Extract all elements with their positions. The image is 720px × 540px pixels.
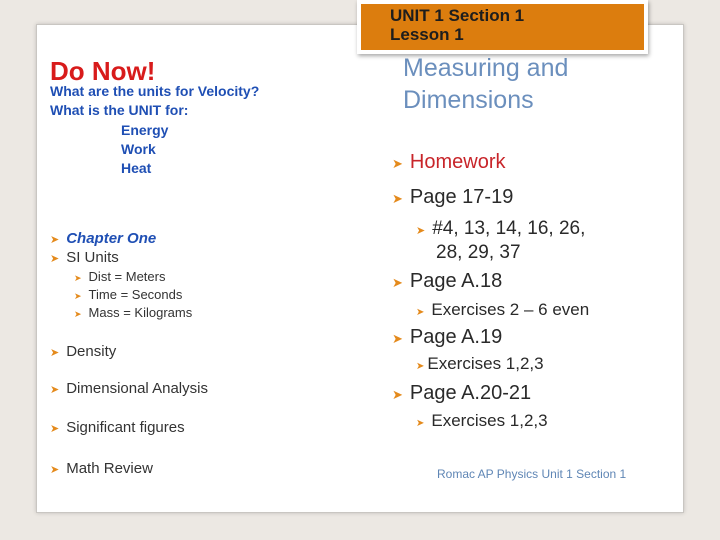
question-unit: What is the UNIT for: (50, 102, 189, 118)
circle-arrow-bullet-icon: ➤ (416, 361, 425, 372)
title-tab (357, 0, 648, 54)
circle-arrow-bullet-icon: ➤ (392, 387, 403, 402)
chapter-label: Chapter One (66, 230, 157, 247)
do-now-title: Do Now! (50, 56, 156, 86)
slide-footer: Romac AP Physics Unit 1 Section 1 (437, 467, 627, 481)
list-item (392, 186, 513, 209)
circle-arrow-bullet-icon: ➤ (416, 307, 425, 318)
page-a20-21-label: Page A.20-21 (409, 382, 532, 404)
circle-arrow-bullet-icon: ➤ (50, 384, 60, 396)
unit-item-heat: Heat (121, 160, 152, 176)
circle-arrow-bullet-icon: ➤ (416, 418, 425, 429)
circle-arrow-bullet-icon: ➤ (392, 275, 403, 290)
page-a18-label: Page A.18 (409, 270, 503, 292)
si-units-label: SI Units (66, 249, 119, 266)
list-item (74, 287, 182, 302)
circle-arrow-bullet-icon: ➤ (392, 191, 403, 206)
question-velocity: What are the units for Velocity? (50, 83, 260, 99)
slide-heading: Measuring and Dimensions (403, 54, 569, 114)
circle-arrow-bullet-icon: ➤ (50, 234, 60, 246)
list-item (416, 300, 589, 320)
list-item (74, 305, 192, 320)
slide-title (390, 6, 524, 44)
title-line-1: UNIT 1 Section 1 (390, 6, 525, 25)
circle-arrow-bullet-icon: ➤ (74, 273, 82, 283)
list-item (74, 269, 165, 284)
si-item-mass: Mass = Kilograms (88, 305, 193, 320)
homework-label: Homework (409, 151, 506, 173)
list-item (50, 343, 116, 360)
list-item (50, 230, 156, 247)
problem-list-line-1: #4, 13, 14, 16, 26, (432, 218, 586, 239)
page-17-19-label: Page 17-19 (409, 186, 514, 208)
dimensional-analysis-label: Dimensional Analysis (66, 380, 208, 397)
title-line-2: Lesson 1 (390, 25, 464, 44)
list-item (50, 249, 119, 266)
density-label: Density (66, 343, 117, 360)
si-item-distance: Dist = Meters (88, 269, 166, 284)
math-review-label: Math Review (66, 460, 153, 477)
circle-arrow-bullet-icon: ➤ (74, 291, 82, 301)
circle-arrow-bullet-icon: ➤ (392, 331, 403, 346)
list-item (416, 354, 544, 374)
list-item (50, 460, 153, 477)
circle-arrow-bullet-icon: ➤ (392, 156, 403, 171)
circle-arrow-bullet-icon: ➤ (50, 423, 60, 435)
list-item (392, 151, 505, 174)
unit-item-energy: Energy (121, 122, 169, 138)
exercise-a18: Exercises 2 – 6 even (431, 300, 590, 319)
unit-item-work: Work (121, 141, 156, 157)
list-item (50, 380, 208, 397)
exercise-a19: Exercises 1,2,3 (427, 354, 544, 373)
circle-arrow-bullet-icon: ➤ (50, 347, 60, 359)
list-item (392, 326, 502, 349)
page-a19-label: Page A.19 (409, 326, 503, 348)
circle-arrow-bullet-icon: ➤ (50, 253, 60, 265)
circle-arrow-bullet-icon: ➤ (50, 464, 60, 476)
list-item (392, 382, 531, 405)
exercise-a20-21: Exercises 1,2,3 (431, 411, 548, 430)
significant-figures-label: Significant figures (66, 419, 185, 436)
si-item-time: Time = Seconds (88, 287, 183, 302)
list-item (416, 217, 585, 243)
circle-arrow-bullet-icon: ➤ (416, 225, 426, 237)
list-item (50, 419, 185, 436)
problem-list-line-2: 28, 29, 37 (436, 242, 521, 263)
circle-arrow-bullet-icon: ➤ (74, 309, 82, 319)
list-item (392, 270, 502, 293)
list-item (416, 411, 548, 431)
